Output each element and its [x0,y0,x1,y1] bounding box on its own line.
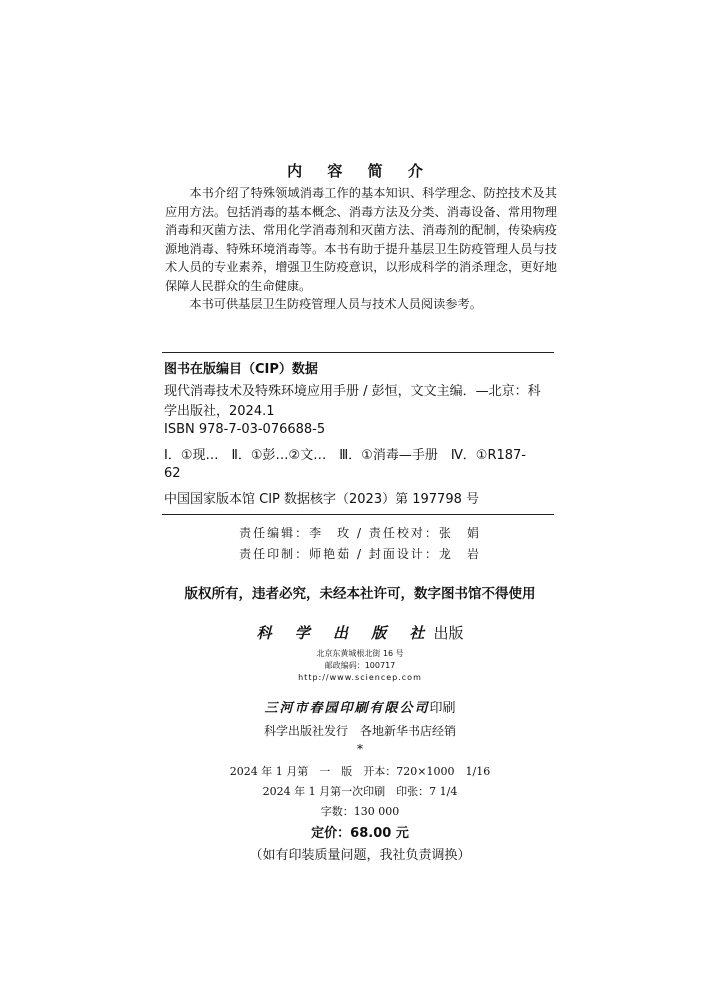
publisher-website: http://www.sciencep.com [298,673,422,682]
printer-logo: 三河市春园印刷有限公司 [264,701,430,716]
edition-line-1: 2024 年 1 月第 一 版 开本：720×1000 1/16 [229,765,491,778]
publisher-address: 北京东黄城根北街 16 号 [316,649,404,658]
distribution-line: 科学出版社发行 各地新华书店经销 [263,724,456,738]
cip-classification-line-1: Ⅰ．①现… Ⅱ．①彭…②文… Ⅲ．①消毒—手册 Ⅳ．①R187- [164,448,527,463]
cip-number: 中国国家版本馆 CIP 数据核字（2023）第 197798 号 [164,492,479,507]
cip-classification-line-2: 62 [164,466,181,481]
credits-line-2: 责任印制：师艳茹 / 封面设计：龙 岩 [239,547,481,561]
intro-paragraph-1: 本书介绍了特殊领域消毒工作的基本知识、科学理念、防控技术及其应用方法。包括消毒的基本概念、消毒方法及分类、消毒设备、常用物理消毒和灭菌方法、常用化学消毒剂和灭菌方法、消毒剂的配制，传染病疫源地消毒、特殊环境消毒等。本书有助于提升基层卫生防疫管理人员与技术人员的专业素养，增强卫生防疫意识，以形成科学的消杀理念，更好地保障人民群众的生命健康。 [165,186,557,293]
publisher-logo: 科 学 出 版 社 [256,624,434,642]
cip-heading: 图书在版编目（CIP）数据 [164,362,318,377]
edition-line-2: 2024 年 1 月第一次印刷 印张：7 1/4 [262,785,458,798]
publisher-suffix: 出版 [433,624,464,642]
copyright-notice: 版权所有，违者必究，未经本社许可，数字图书馆不得使用 [184,586,536,602]
price: 定价：68.00 元 [311,826,409,841]
cip-title-line-2: 学出版社，2024.1 [164,404,275,419]
intro-title: 内 容 简 介 [287,162,433,180]
publisher-line [160,622,560,643]
intro-paragraph-2: 本书可供基层卫生防疫管理人员与技术人员阅读参考。 [189,297,482,311]
credits-line-1: 责任编辑：李 玫 / 责任校对：张 娟 [239,526,481,540]
word-count: 字数：130 000 [320,805,400,818]
quality-notice: （如有印装质量问题，我社负责调换） [249,848,471,863]
publisher-postcode: 邮政编码：100717 [324,661,396,670]
printer-line [160,697,560,716]
divider-top [162,352,554,353]
printer-suffix: 印刷 [429,701,456,716]
separator-star: * [357,742,363,756]
divider-bottom [162,514,554,515]
cip-title-line-1: 现代消毒技术及特殊环境应用手册 / 彭恒，文文主编．—北京：科 [164,384,541,399]
cip-isbn: ISBN 978-7-03-076688-5 [164,422,326,437]
